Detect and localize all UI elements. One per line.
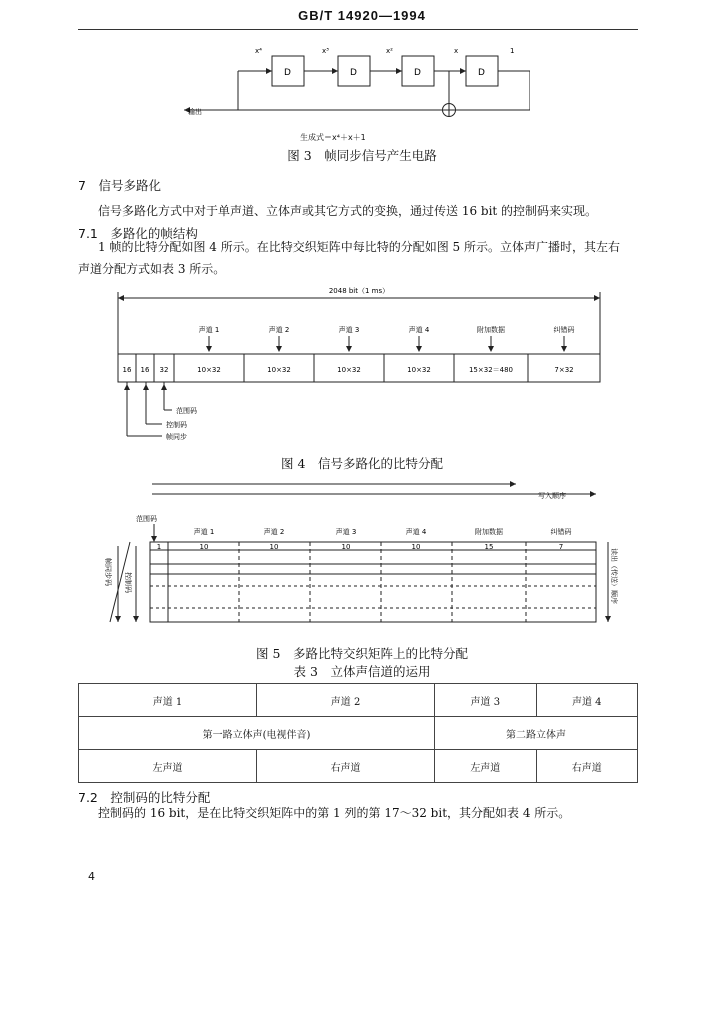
column-label: 附加数据: [475, 528, 503, 536]
generator-polynomial: 生成式＝x⁴＋x＋1: [300, 133, 366, 142]
first-column-value: 1: [156, 543, 162, 551]
column-label: 声道 1: [193, 528, 215, 536]
channel-label: 声道 3: [338, 326, 360, 334]
table-cell: 右声道: [257, 750, 435, 783]
section-7-1-line-2: 声道分配方式如表 3 所示。: [78, 262, 226, 276]
read-order-label: 读出（传送）顺序: [610, 548, 618, 604]
frame-cell: 16: [122, 366, 132, 374]
column-value: 10: [341, 543, 351, 551]
box-label: D: [478, 68, 485, 78]
frame-cell: 10×32: [267, 366, 291, 374]
legend-frame-sync: 帧同步: [166, 433, 187, 441]
channel-label: 附加数据: [477, 326, 505, 334]
column-value: 10: [269, 543, 279, 551]
frame-cell: 16: [140, 366, 150, 374]
table-cell: 第二路立体声: [435, 717, 638, 750]
section-7-1-heading: 7.1 多路化的帧结构: [78, 226, 198, 241]
channel-label: 声道 2: [268, 326, 290, 334]
table-row: [79, 684, 638, 717]
figure-3-caption: 图 3 帧同步信号产生电路: [287, 148, 437, 163]
table-row: [79, 717, 638, 750]
column-value: 15: [484, 543, 494, 551]
frame-length-label: 2048 bit（1 ms）: [328, 287, 390, 295]
tap-x4: x⁴: [255, 47, 262, 55]
section-7-paragraph: 信号多路化方式中对于单声道、立体声或其它方式的变换，通过传送 16 bit 的控制码来实现。: [98, 204, 598, 218]
figure-3-circuit: [170, 38, 530, 138]
section-7-1-line-1: 1 帧的比特分配如图 4 所示。在比特交织矩阵中每比特的分配如图 5 所示。立体声广播时，其左右: [98, 240, 620, 254]
column-label: 声道 2: [263, 528, 285, 536]
figure-4-frame-structure: [110, 284, 610, 449]
box-label: D: [350, 68, 357, 78]
channel-label: 声道 1: [198, 326, 220, 334]
legend-range-code: 范围码: [176, 407, 197, 415]
figure-5-interleave-matrix: [96, 476, 626, 646]
table-cell: 右声道: [536, 750, 637, 783]
table-cell: 第一路立体声(电视伴音): [79, 717, 435, 750]
channel-label: 声道 4: [408, 326, 430, 334]
column-value: 7: [558, 543, 564, 551]
table-3: [78, 683, 638, 783]
legend-control-code: 控制码: [166, 421, 187, 429]
column-value: 10: [411, 543, 421, 551]
page-number: 4: [88, 870, 95, 883]
output-label: 输出: [188, 108, 202, 116]
column-value: 10: [199, 543, 209, 551]
box-label: D: [414, 68, 421, 78]
table-cell: 声道 3: [435, 684, 536, 717]
tap-one: 1: [510, 47, 515, 55]
table-cell: 声道 4: [536, 684, 637, 717]
tap-x1: x: [454, 47, 459, 55]
channel-label: 纠错码: [553, 326, 575, 334]
tap-x3: x³: [322, 47, 329, 55]
table-cell: 左声道: [435, 750, 536, 783]
table-row: [79, 750, 638, 783]
write-order-label: 写入顺序: [538, 492, 566, 500]
column-label: 声道 3: [335, 528, 357, 536]
frame-cell: 32: [159, 366, 169, 374]
range-code-label: 范围码: [136, 515, 157, 523]
box-label: D: [284, 68, 291, 78]
frame-cell: 10×32: [197, 366, 221, 374]
frame-sync-side-label: 帧同步码: [104, 558, 112, 586]
frame-cell: 15×32＝480: [468, 366, 514, 374]
tap-x2: x²: [386, 47, 393, 55]
figure-4-caption: 图 4 信号多路化的比特分配: [281, 456, 443, 471]
frame-cell: 7×32: [554, 366, 574, 374]
column-label: 纠错码: [550, 528, 572, 536]
frame-cell: 10×32: [337, 366, 361, 374]
table-3-caption: 表 3 立体声信道的运用: [293, 664, 431, 679]
table-cell: 声道 1: [79, 684, 257, 717]
control-code-side-label: 控制码: [124, 572, 132, 593]
table-cell: 声道 2: [257, 684, 435, 717]
section-7-heading: 7 信号多路化: [78, 178, 161, 193]
column-label: 声道 4: [405, 528, 427, 536]
table-cell: 左声道: [79, 750, 257, 783]
section-7-2-heading: 7.2 控制码的比特分配: [78, 790, 211, 805]
frame-cell: 10×32: [407, 366, 431, 374]
header-rule: [78, 29, 638, 30]
section-7-2-paragraph: 控制码的 16 bit，是在比特交织矩阵中的第 1 列的第 17～32 bit，其分配如表 4 所示。: [98, 806, 571, 820]
figure-5-caption: 图 5 多路比特交织矩阵上的比特分配: [256, 646, 468, 661]
page-header: GB/T 14920—1994: [298, 8, 426, 23]
